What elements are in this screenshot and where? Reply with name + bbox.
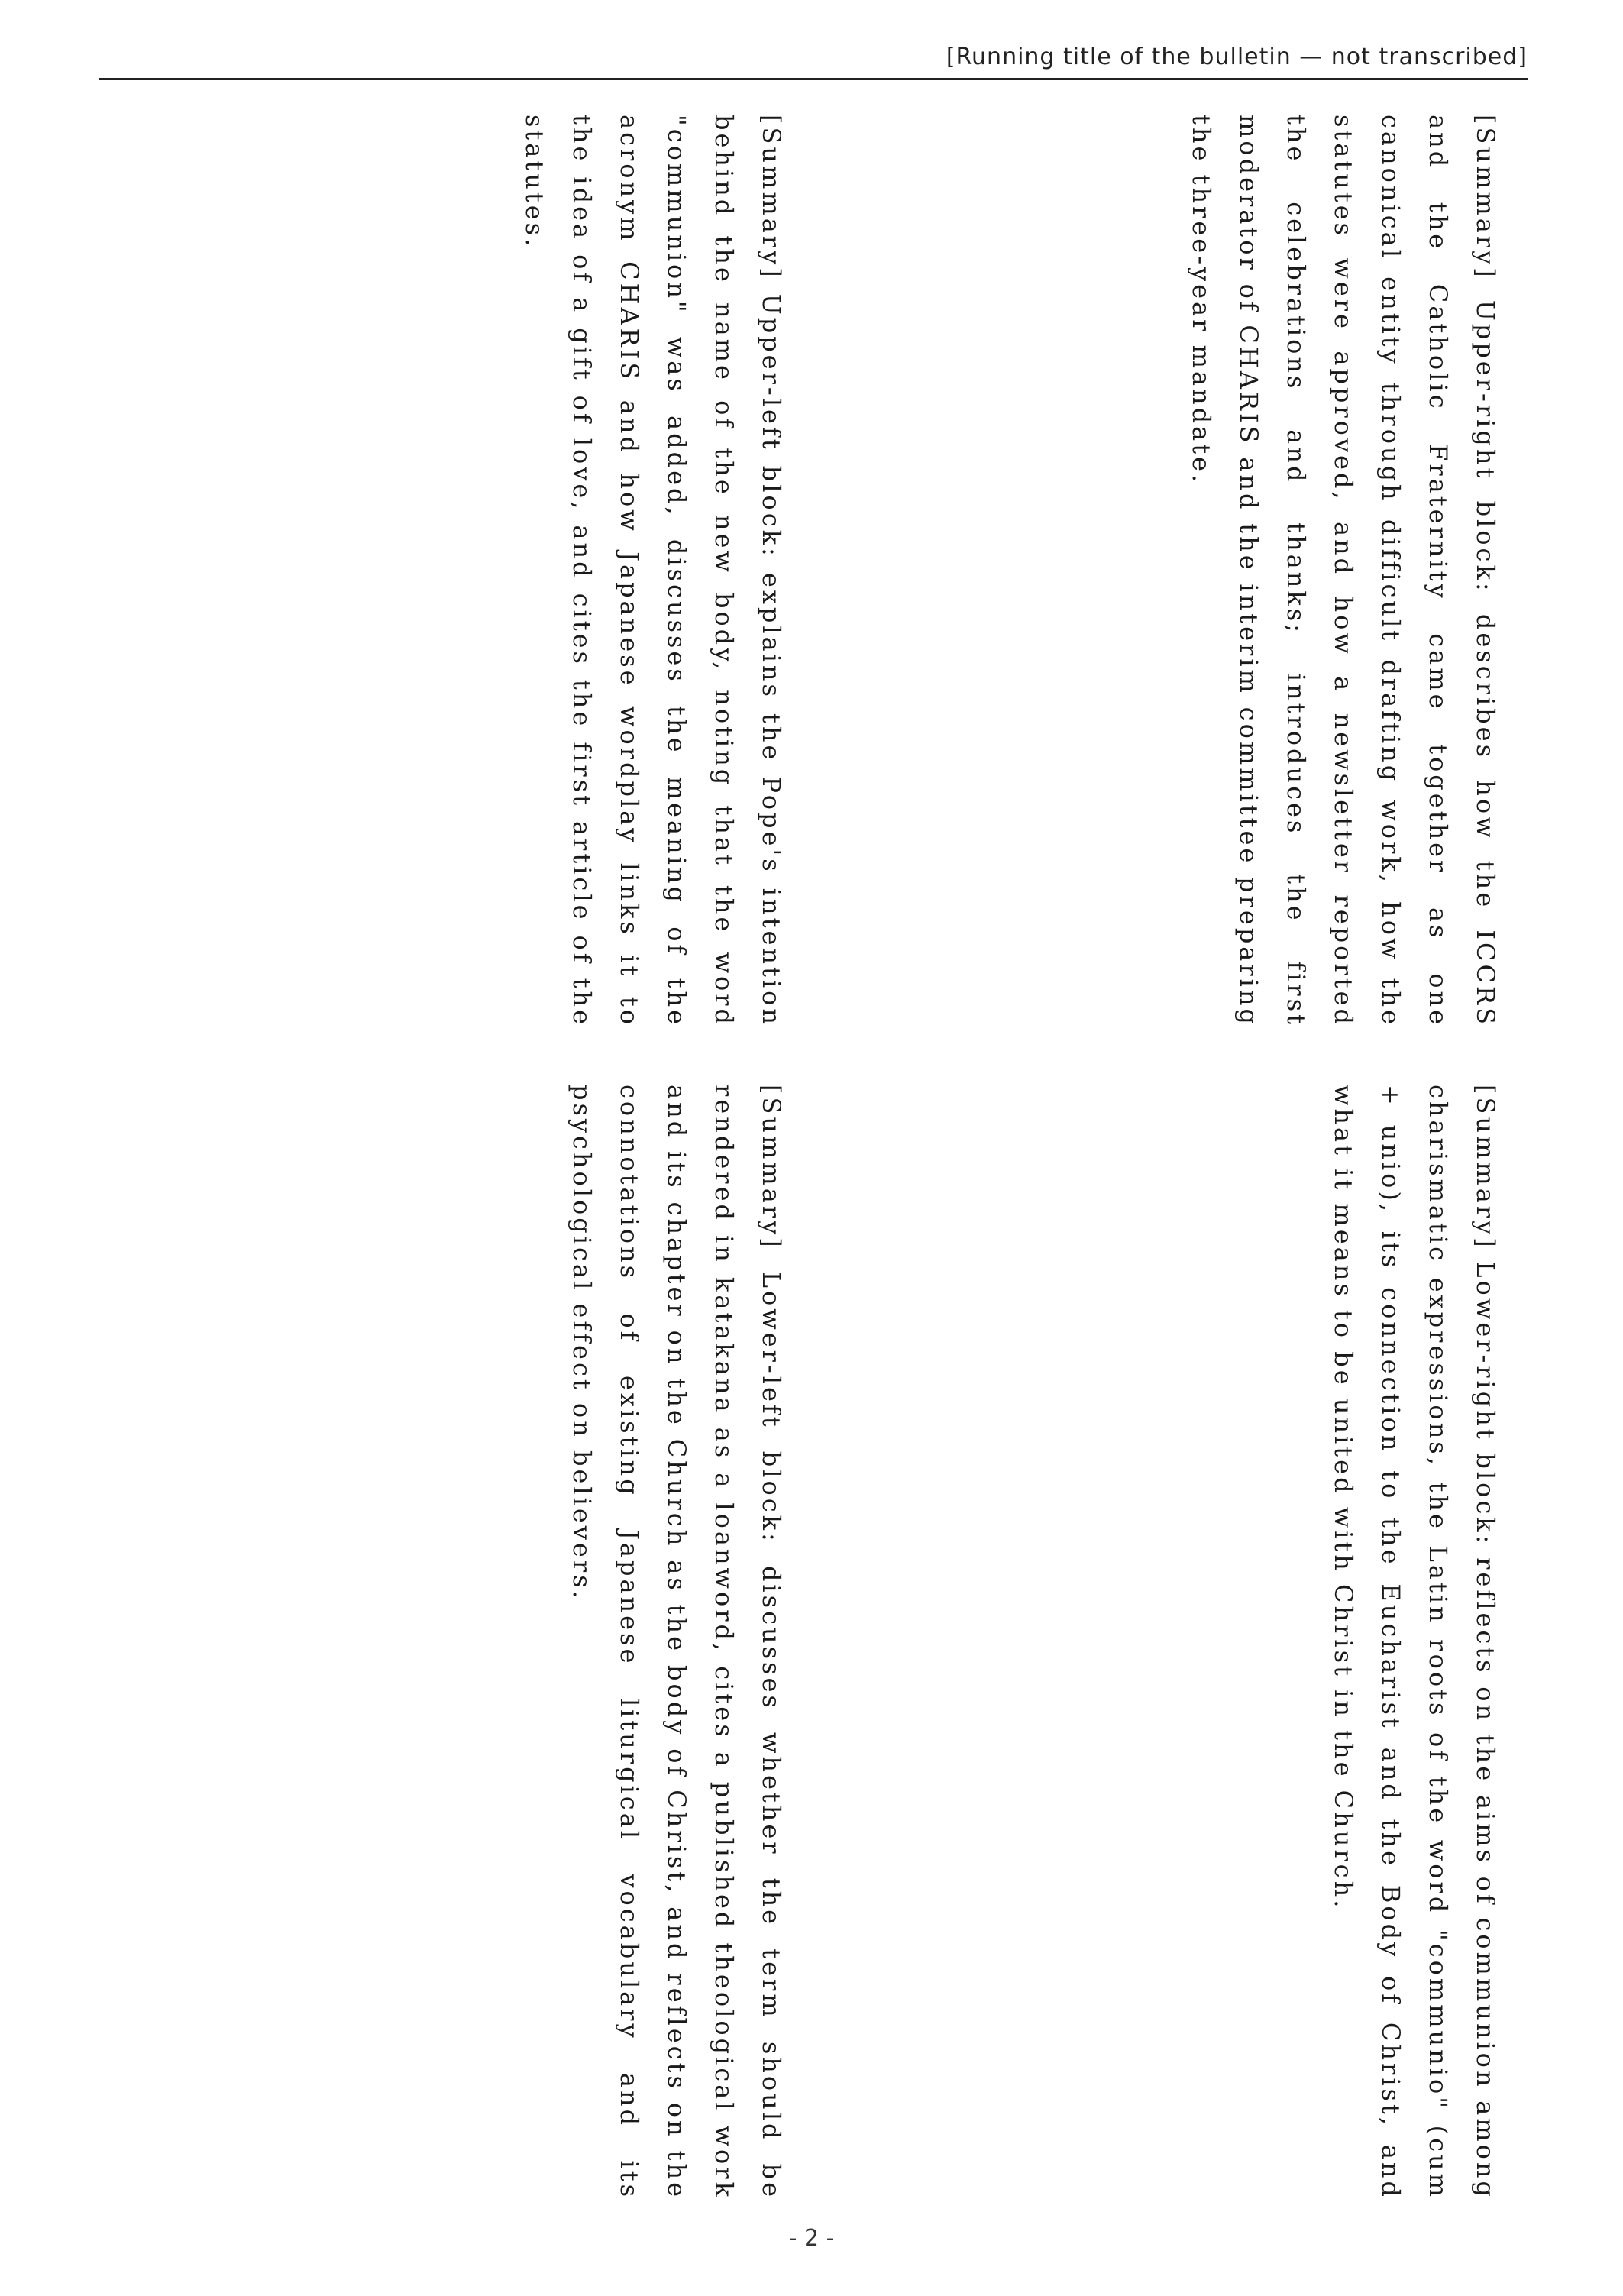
column-text: [Summary] Lower-right block: reflects on the aims of communion among charismatic expressions, the Latin roots of the word "communio" (cum + unio), its connection to the Eucharist and the Body of Christ, and what it means to be united with Christ in the Church.: [1329, 1085, 1500, 2200]
upper-tier: [99, 115, 1528, 1027]
column-upper-left: [99, 115, 813, 1027]
column-text: [Summary] Upper-left block: explains the Pope's intention behind the name of the new body, noting that the word "communion" was added, discusses the meaning of the acronym CHARIS and how Japanese wordplay links it to the idea of a gift of love, and cites the first article of the statutes.: [520, 115, 786, 1027]
column-lower-right: [813, 1085, 1528, 2200]
column-upper-right: [813, 115, 1528, 1027]
page-number: - 2 -: [788, 2225, 835, 2252]
running-title: [Running title of the bulletin — not transcribed]: [946, 44, 1528, 70]
column-lower-left: [99, 1085, 813, 2200]
column-text: [Summary] Lower-left block: discusses whether the term should be rendered in katakana as a loanword, cites a published theological work and its chapter on the Church as the body of Christ, and reflects on the connotations of existing Japanese liturgical vocabulary and its psychological effect on believers.: [567, 1085, 786, 2200]
column-text: [Summary] Upper-right block: describes how the ICCRS and the Catholic Fraternity came together as one canonical entity through difficult drafting work, how the statutes were approved, and how a newsletter reported the celebrations and thanks; introduces the first moderator of CHARIS and the interim committee preparing the three-year mandate.: [1187, 115, 1500, 1027]
lower-tier: [99, 1085, 1528, 2200]
page-header: [99, 31, 1528, 80]
